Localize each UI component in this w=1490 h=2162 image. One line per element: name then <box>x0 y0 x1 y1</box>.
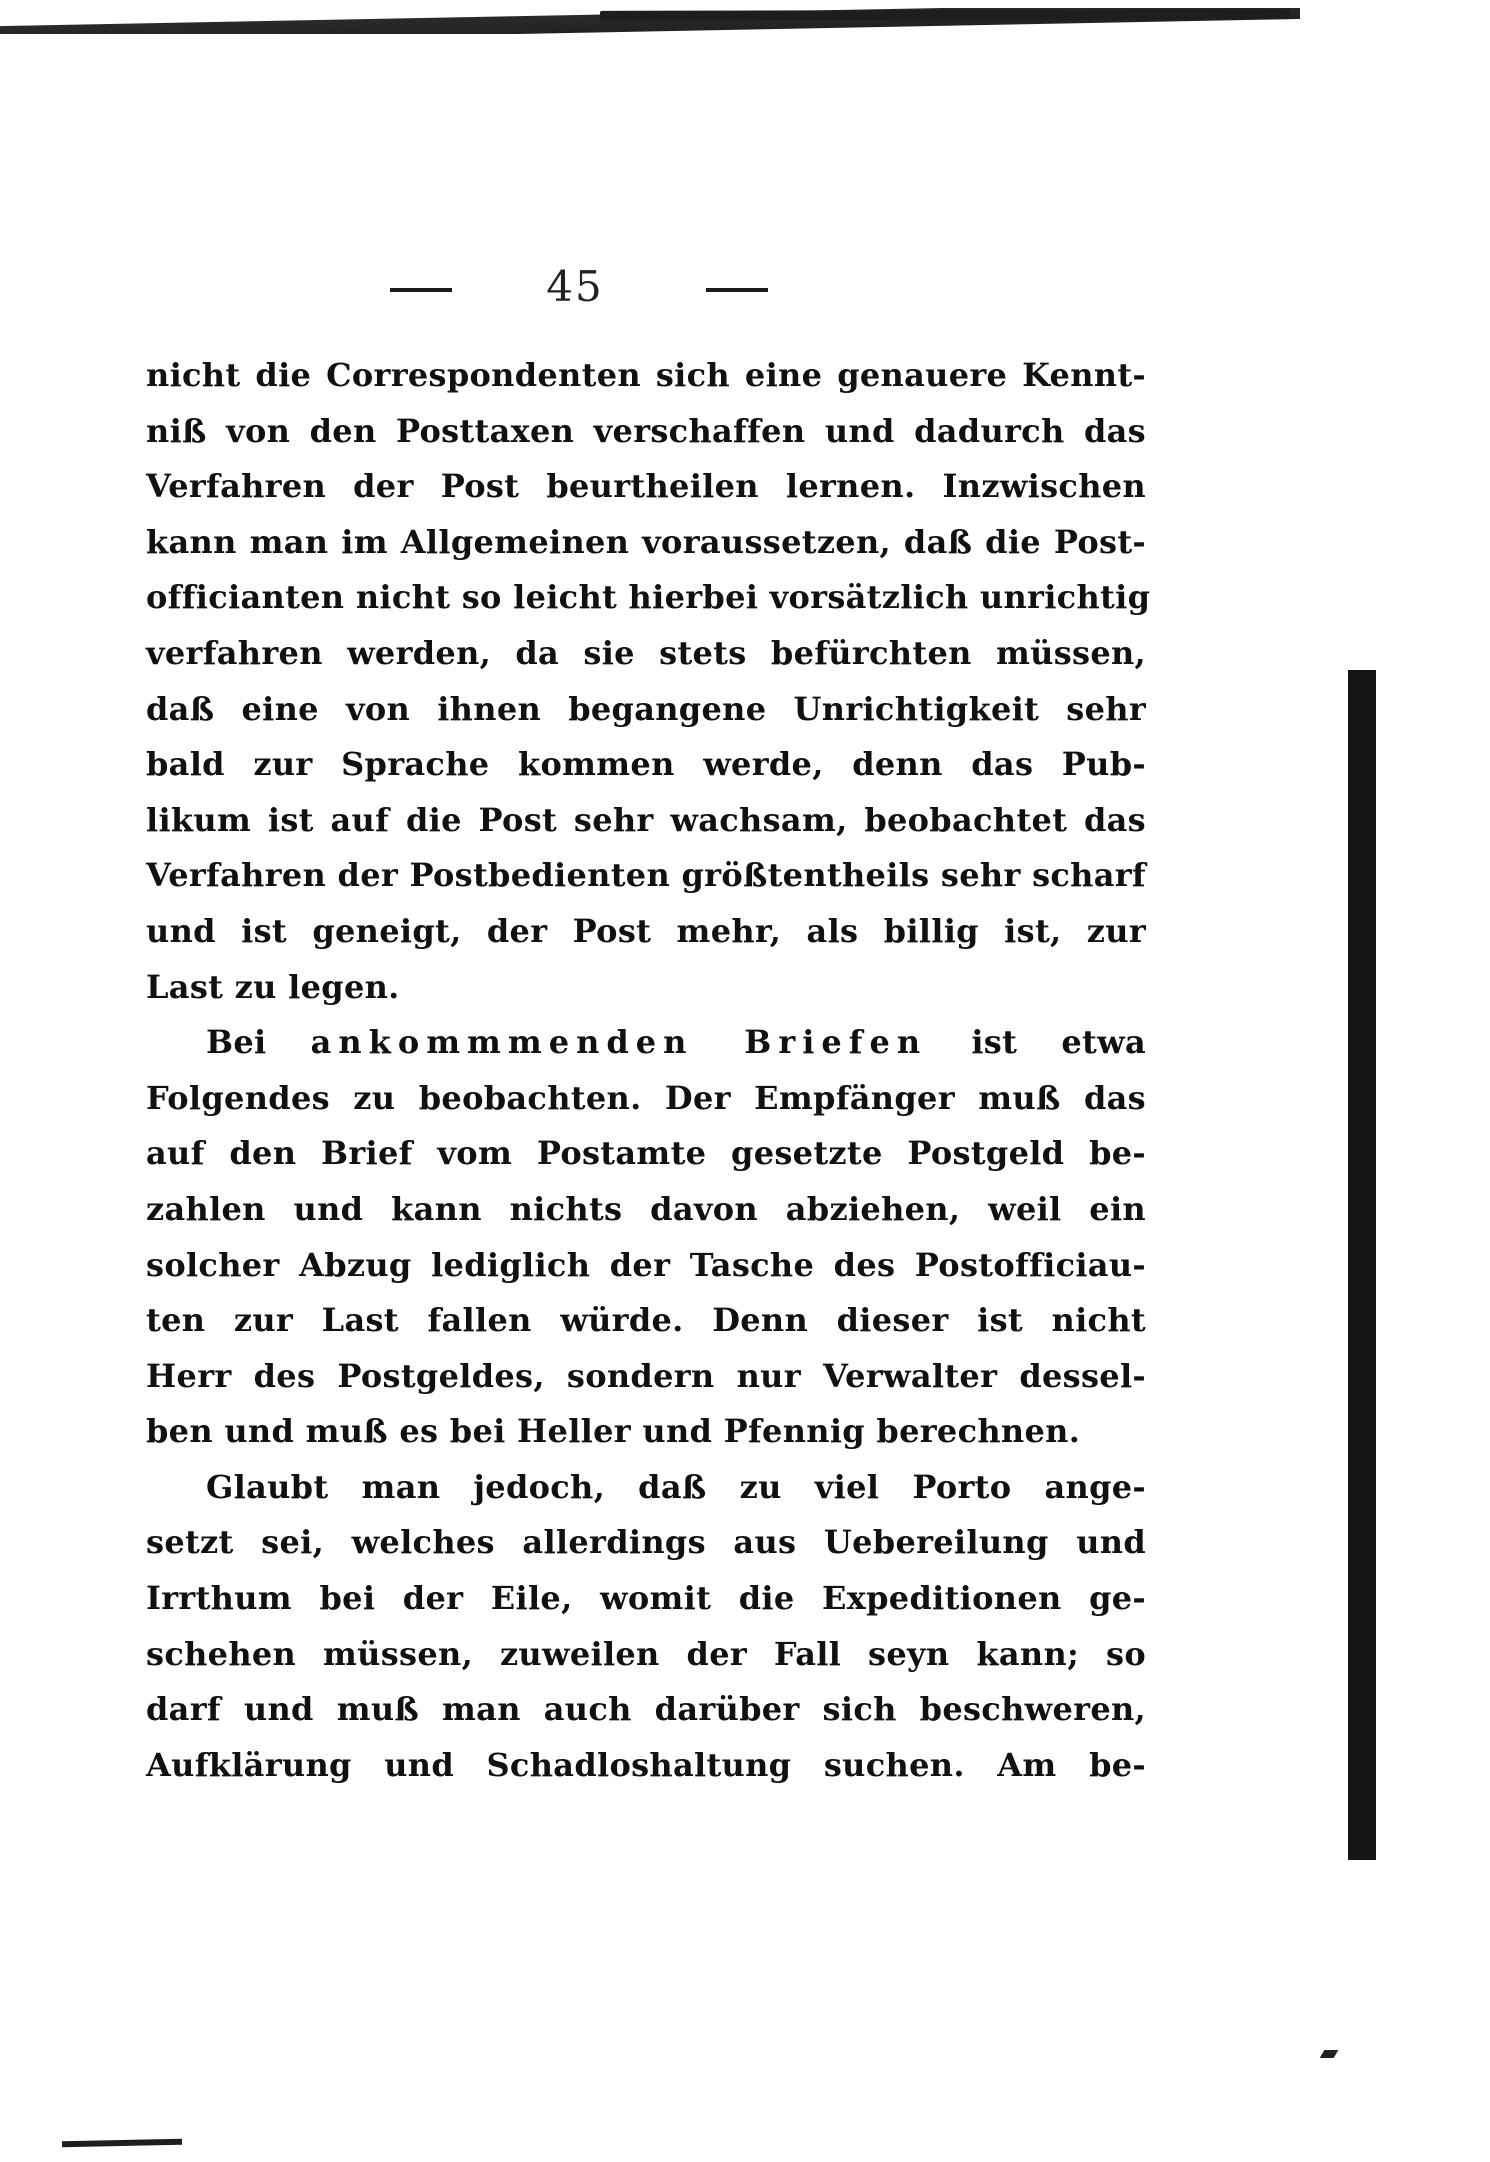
text-line: Verfahren der Postbedienten größtentheils sehr scharf <box>146 856 1146 895</box>
text-line: Herr des Postgeldes, sondern nur Verwalter dessel- <box>146 1356 1146 1395</box>
body-text <box>146 348 1151 1793</box>
text-line: auf den Brief vom Postamte gesetzte Postgeld be- <box>146 1134 1146 1173</box>
para2-rest: ist etwa <box>971 1023 1146 1062</box>
text-line: setzt sei, welches allerdings aus Uebereilung und <box>146 1523 1146 1562</box>
scan-speck <box>1320 2050 1339 2058</box>
right-scan-border <box>1348 670 1376 1860</box>
text-line: verfahren werden, da sie stets befürchten müssen, <box>146 633 1146 672</box>
paragraph-3-first-line: Glaubt man jedoch, daß zu viel Porto ange- <box>206 1467 1146 1506</box>
paragraph-2-first-line <box>146 1015 1146 1071</box>
para2-lead: Bei <box>206 1023 267 1062</box>
text-line: und ist geneigt, der Post mehr, als billig ist, zur <box>146 911 1146 950</box>
text-line: nicht die Correspondenten sich eine genauere Kennt- <box>146 356 1146 394</box>
text-line: niß von den Posttaxen verschaffen und dadurch das <box>146 411 1146 450</box>
bottom-scan-mark <box>62 2139 182 2148</box>
text-line: likum ist auf die Post sehr wachsam, beobachtet das <box>146 800 1146 839</box>
text-line: Last zu legen. <box>146 967 400 1006</box>
header-dash-right <box>706 288 768 292</box>
text-line: ten zur Last fallen würde. Denn dieser ist nicht <box>146 1301 1146 1340</box>
top-scan-border <box>600 9 1290 21</box>
text-line: daß eine von ihnen begangene Unrichtigkeit sehr <box>146 689 1146 728</box>
text-line: bald zur Sprache kommen werde, denn das Pub- <box>146 745 1146 784</box>
text-line: darf und muß man auch darüber sich beschweren, <box>146 1690 1146 1729</box>
text-line: schehen müssen, zuweilen der Fall seyn kann; so <box>146 1634 1146 1673</box>
text-line: kann man im Allgemeinen voraussetzen, daß die Post- <box>146 522 1146 561</box>
text-line: solcher Abzug lediglich der Tasche des Postofficiau- <box>146 1245 1146 1284</box>
text-line: Aufklärung und Schadloshaltung suchen. Am be- <box>146 1745 1146 1784</box>
emphasized-heading: ankommmenden Briefen <box>310 1023 928 1062</box>
page-number: 45 <box>546 262 604 311</box>
text-line: ben und muß es bei Heller und Pfennig berechnen. <box>146 1412 1081 1451</box>
text-line: Verfahren der Post beurtheilen lernen. Inzwischen <box>146 467 1146 506</box>
text-line: Irrthum bei der Eile, womit die Expeditionen ge- <box>146 1579 1146 1618</box>
header-dash-left <box>390 288 452 292</box>
text-line: Folgendes zu beobachten. Der Empfänger muß das <box>146 1078 1146 1117</box>
text-line: zahlen und kann nichts davon abziehen, weil ein <box>146 1189 1146 1228</box>
text-line: officianten nicht so leicht hierbei vorsätzlich unrichtig <box>146 578 1151 617</box>
